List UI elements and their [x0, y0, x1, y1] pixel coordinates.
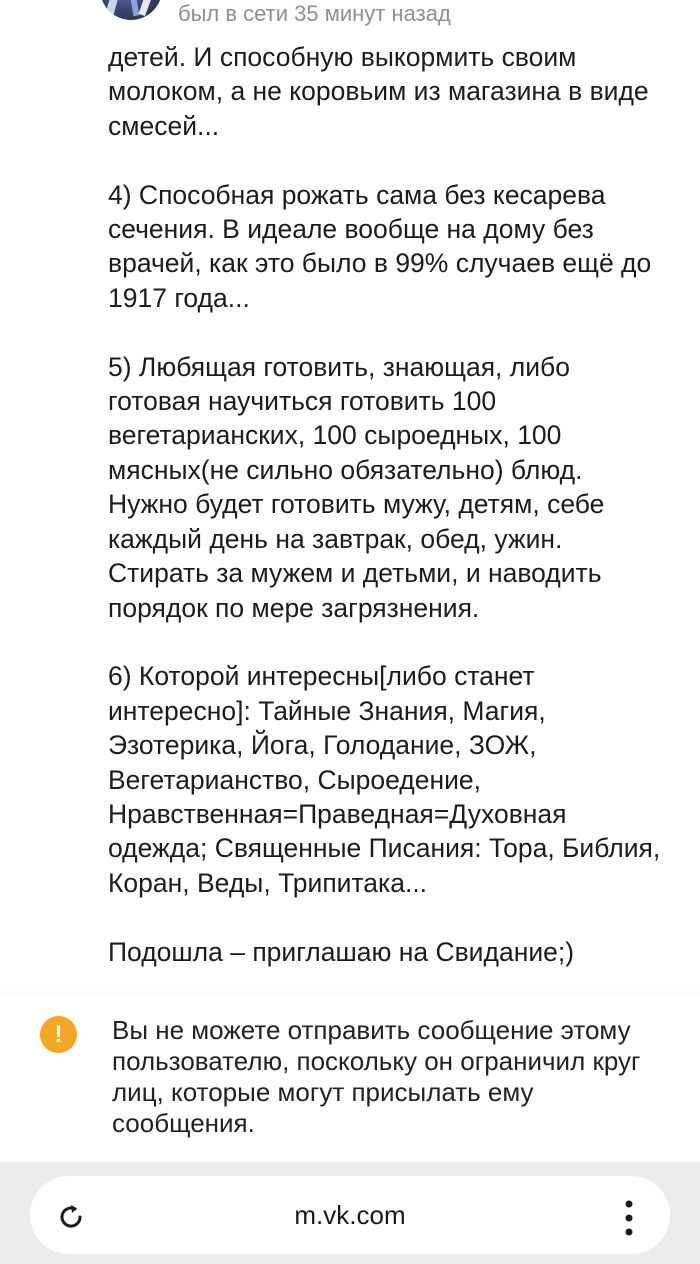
back-chevron-icon[interactable] [24, 0, 44, 6]
message-line: 1917 года... [108, 282, 250, 313]
message-line: смесей... [108, 110, 220, 141]
message-line [108, 143, 680, 177]
message-line: Нужно будет готовить мужу, детям, себе [108, 489, 605, 520]
message-line: Стирать за мужем и детьми, и наводить [108, 558, 602, 589]
message-line: Эзотерика, Йога, Голодание, ЗОЖ, [108, 730, 537, 761]
notice-text: Вы не можете отправить сообщение этому пользователю, поскольку он ограничил круг лиц, которые могут присылать ему сообщения. [112, 1015, 641, 1138]
url-text[interactable]: m.vk.com [294, 1200, 406, 1230]
warning-icon: ! [40, 1016, 77, 1053]
message-line: одежда; Священные Писания: Тора, Библия, [108, 833, 661, 864]
message-line: Подошла – приглашаю на Свидание;) [108, 936, 575, 967]
message-text [108, 40, 680, 969]
message-line: интересно]: Тайные Знания, Магия, [108, 695, 546, 726]
message-line [108, 315, 680, 349]
message-line: 4) Способная рожать сама без кесарева [108, 179, 606, 210]
message-line: Вегетарианство, Сыроедение, [108, 764, 482, 795]
message-line: 5) Любящая готовить, знающая, либо [108, 351, 570, 382]
message-line: сечения. В идеале вообще на дому без [108, 214, 594, 245]
message-line: готовая научиться готовить 100 [108, 386, 497, 417]
last-seen-status: был в сети 35 минут назад [178, 1, 451, 26]
message-line: молоком, а не коровьим из магазина в виде [108, 76, 649, 107]
avatar[interactable] [100, 0, 162, 20]
message-line: мясных(не сильно обязательно) блюд. [108, 454, 583, 485]
message-line: порядок по мере загрязнения. [108, 592, 480, 623]
chat-header [0, 0, 700, 40]
message-line: детей. И способную выкормить своим [108, 42, 577, 72]
message-line: вегетарианских, 100 сыроедных, 100 [108, 420, 562, 451]
message-line [108, 625, 680, 659]
reload-icon[interactable] [56, 1202, 86, 1232]
message-line: каждый день на завтрак, обед, ужин. [108, 523, 563, 554]
message-line [108, 900, 680, 934]
more-vertical-icon[interactable] [618, 1198, 640, 1238]
message-line: 6) Которой интересны[либо станет [108, 661, 535, 692]
message-line: Нравственная=Праведная=Духовная [108, 798, 567, 829]
message-line: Коран, Веды, Трипитака... [108, 867, 428, 898]
message-line: врачей, как это было в 99% случаев ещё до [108, 248, 652, 279]
